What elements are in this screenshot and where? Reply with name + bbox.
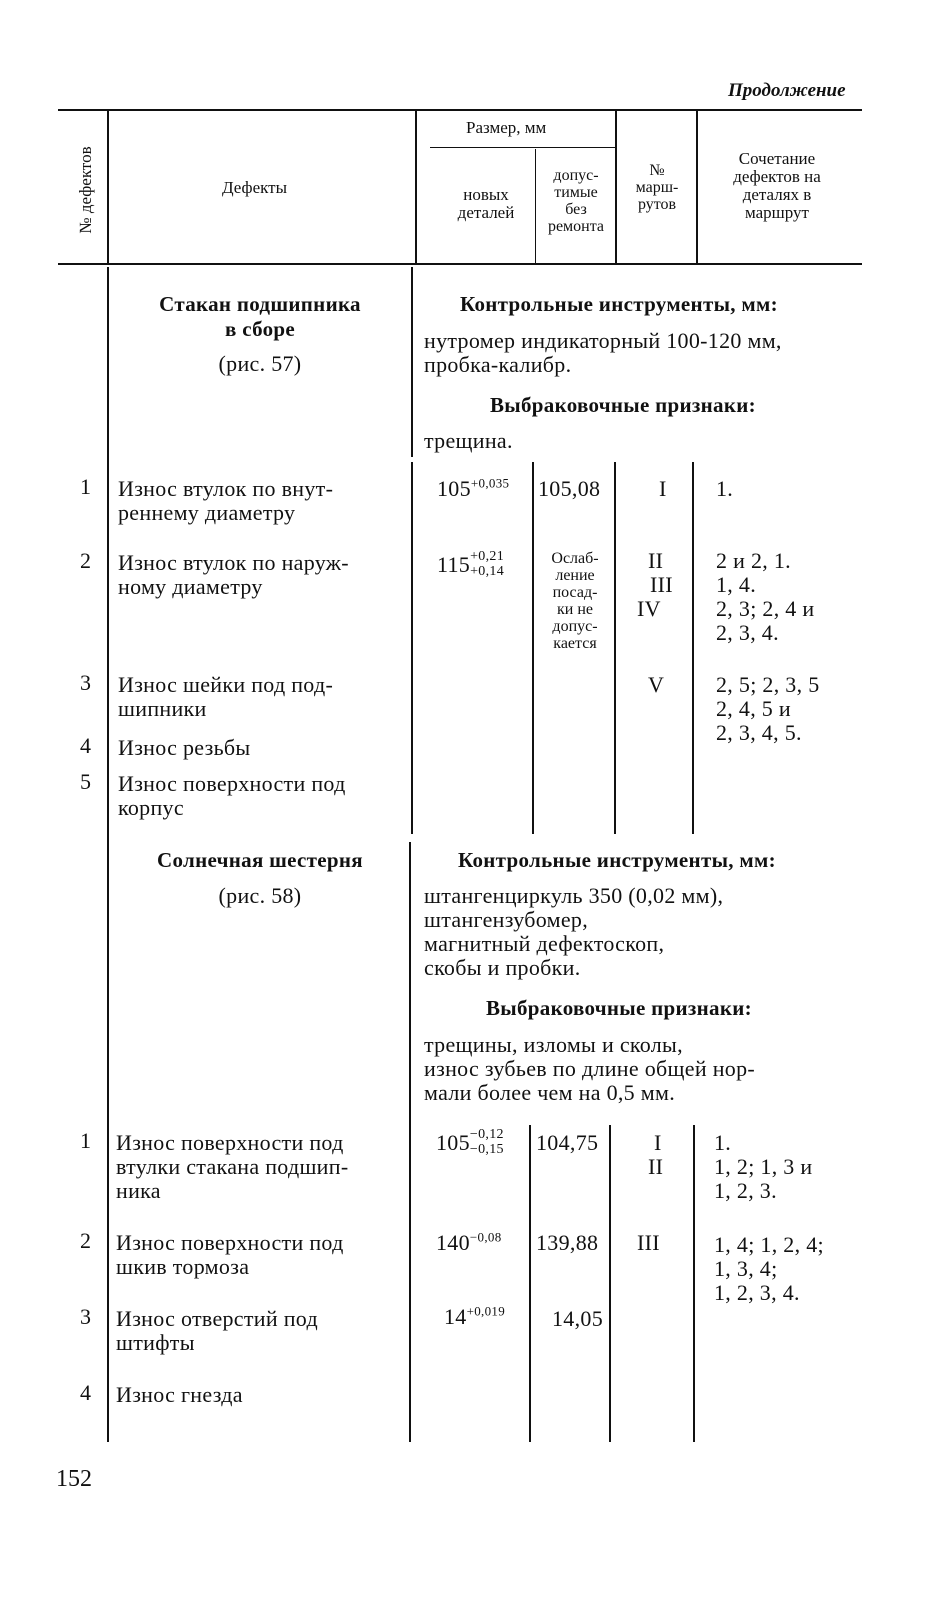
s1-row2-num: 2: [80, 548, 92, 573]
s2-row2-combo-l3: 1, 2, 3, 4.: [714, 1280, 800, 1305]
s1-row2-new-tol: [470, 549, 504, 579]
s1-row2-allowed-l3: посад-: [552, 584, 598, 601]
s2-row1-new: [436, 1127, 504, 1157]
s1-row3-defect-l1: Износ шейки под под-: [118, 672, 334, 697]
s1-row2-new-tol-low: +0,14: [470, 564, 504, 579]
s1-row3-route: V: [648, 672, 665, 697]
s2-row2-defect-l2: шкив тормоза: [116, 1254, 250, 1279]
body-divider-size-s2: [409, 842, 411, 1442]
s1-row1-defect-l2: реннему диаметру: [118, 500, 296, 525]
col-divider-1: [107, 111, 109, 263]
body-divider-combo-s1: [692, 462, 694, 834]
header-routes-l3: рутов: [637, 196, 677, 213]
s1-row2-combo-l4: 2, 3, 4.: [716, 620, 779, 645]
s1-row2-defect-l1: Износ втулок по наруж-: [118, 550, 349, 575]
s1-row5-defect-l2: корпус: [118, 795, 184, 820]
s1-row2-allowed-l4: ки не: [557, 601, 593, 618]
s2-row2-defect-l1: Износ поверхности под: [116, 1230, 344, 1255]
s2-row1-new-base: 105: [436, 1130, 470, 1155]
s1-row2-route-l3: IV: [637, 596, 661, 621]
s1-reject-title: Выбраковочные признаки:: [490, 393, 756, 417]
s2-control-l1: штангенциркуль 350 (0,02 мм),: [424, 883, 724, 908]
s1-title-l2: в сборе: [225, 317, 295, 341]
s2-row1-defect-l2: втулки стакана подшип-: [116, 1154, 349, 1179]
s2-control-l4: скобы и пробки.: [424, 955, 581, 980]
s2-row1-defect-l3: ника: [116, 1178, 161, 1203]
size-header-rule: [430, 147, 616, 148]
s2-row1-route-l1: I: [654, 1130, 662, 1155]
header-allowed: [537, 167, 615, 235]
s2-row1-combo-l2: 1, 2; 1, 3 и: [714, 1154, 813, 1179]
s1-row1-new: [437, 477, 509, 501]
s1-figure: (рис. 57): [218, 351, 302, 376]
header-bottom-rule: [58, 263, 862, 265]
s1-row2-combo-l2: 1, 4.: [716, 572, 756, 597]
s1-row2-route-l1: II: [648, 548, 664, 573]
header-num-defects: № дефектов: [76, 146, 95, 234]
s1-row1-new-base: 105: [437, 476, 471, 501]
s1-row3-num: 3: [80, 670, 92, 695]
col-divider-2: [415, 111, 417, 263]
body-divider-allowed-s2: [529, 1125, 531, 1442]
s1-row4-defect-l1: Износ резьбы: [118, 735, 251, 760]
s2-reject-l2: износ зубьев по длине общей нор-: [424, 1056, 755, 1081]
s1-row3-combo-l1: 2, 5; 2, 3, 5: [716, 672, 820, 697]
body-divider-allowed-s1: [532, 462, 534, 834]
s2-row3-new: [444, 1305, 505, 1329]
s1-row1-combo: 1.: [716, 476, 734, 501]
s2-row1-new-tol-low: −0,15: [469, 1142, 504, 1157]
s2-row1-new-tol-up: −0,12: [469, 1127, 504, 1142]
s2-control-title: Контрольные инструменты, мм:: [458, 848, 776, 872]
s1-row2-new: [437, 549, 504, 579]
s2-row1-num: 1: [80, 1128, 92, 1153]
s2-row3-defect-l1: Износ отверстий под: [116, 1306, 318, 1331]
body-divider-defects: [107, 267, 109, 1442]
s1-row2-combo-l3: 2, 3; 2, 4 и: [716, 596, 815, 621]
s2-row3-allowed: 14,05: [552, 1306, 603, 1331]
body-divider-combo-s2: [693, 1125, 695, 1442]
s1-row1-allowed: 105,08: [538, 476, 601, 501]
page-number: 152: [56, 1466, 92, 1492]
s1-row2-allowed-l6: кается: [553, 635, 597, 652]
s1-row2-new-tol-up: +0,21: [470, 549, 504, 564]
s2-row2-route: III: [637, 1230, 660, 1255]
s2-title-l1: Солнечная шестерня: [157, 848, 363, 872]
header-allowed-l3: без: [565, 201, 587, 218]
s2-row3-defect-l2: штифты: [116, 1330, 195, 1355]
s2-reject-l3: мали более чем на 0,5 мм.: [424, 1080, 676, 1105]
header-combination: Сочетание дефектов на деталях в маршрут: [733, 149, 821, 222]
s1-row2-route-l2: III: [650, 572, 673, 597]
s1-row3-defect-l2: шипники: [118, 696, 207, 721]
s1-row2-combo-l1: 2 и 2, 1.: [716, 548, 791, 573]
s1-row1-new-tol: +0,035: [470, 475, 510, 491]
header-allowed-l1: допус-: [553, 167, 599, 184]
continuation-label: Продолжение: [728, 80, 846, 101]
s2-control-l3: магнитный дефектоскоп,: [424, 931, 665, 956]
s2-row3-num: 3: [80, 1304, 92, 1329]
s1-title-l1: Стакан подшипника: [159, 292, 361, 316]
s1-control-title: Контрольные инструменты, мм:: [460, 292, 778, 316]
s2-row1-combo-l3: 1, 2, 3.: [714, 1178, 777, 1203]
s1-control-l2: пробка-калибр.: [424, 352, 572, 377]
header-size: Размер, мм: [466, 118, 547, 137]
s1-row2-allowed-l5: допус-: [552, 618, 598, 635]
s1-row3-combo-l2: 2, 4, 5 и: [716, 696, 791, 721]
body-divider-route-s2: [609, 1125, 611, 1442]
s1-row2-new-base: 115: [437, 552, 471, 577]
s2-reject-title: Выбраковочные признаки:: [486, 996, 752, 1020]
header-allowed-l4: ремонта: [547, 218, 605, 235]
body-divider-size-s1b: [411, 462, 413, 834]
s1-row4-num: 4: [80, 733, 92, 758]
body-divider-size-s1: [411, 267, 413, 457]
header-routes: [617, 162, 697, 213]
s1-row2-allowed-l1: Ослаб-: [551, 550, 599, 567]
s2-figure: (рис. 58): [218, 883, 302, 908]
s2-row2-combo-l2: 1, 3, 4;: [714, 1256, 778, 1281]
s1-row2-defect-l2: ному диаметру: [118, 574, 263, 599]
s1-control-l1: нутромер индикаторный 100-120 мм,: [424, 328, 782, 353]
col-divider-3: [535, 149, 536, 263]
s1-row5-num: 5: [80, 769, 92, 794]
s2-row1-combo-l1: 1.: [714, 1130, 732, 1155]
s2-row2-new-base: 140: [436, 1230, 470, 1255]
s2-row1-new-tol: [470, 1127, 504, 1157]
header-routes-l1: №: [649, 162, 665, 179]
header-routes-l2: марш-: [635, 179, 679, 196]
s1-row2-allowed: [537, 550, 613, 652]
s1-row3-combo-l3: 2, 3, 4, 5.: [716, 720, 802, 745]
body-divider-route-s1: [614, 462, 616, 834]
s2-row1-defect-l1: Износ поверхности под: [116, 1130, 344, 1155]
header-defects: Дефекты: [222, 178, 288, 197]
header-new-parts: новых деталей: [457, 185, 515, 222]
s2-row2-allowed: 139,88: [536, 1230, 599, 1255]
s2-row1-allowed: 104,75: [536, 1130, 599, 1155]
s1-row1-route: I: [659, 476, 667, 501]
s2-row1-route-l2: II: [648, 1154, 664, 1179]
s1-row1-defect-l1: Износ втулок по внут-: [118, 476, 334, 501]
s2-row3-new-tol: +0,019: [466, 1303, 505, 1319]
s2-control-l2: штангензубомер,: [424, 907, 589, 932]
s2-row3-new-base: 14: [444, 1304, 467, 1329]
s2-row2-num: 2: [80, 1228, 92, 1253]
s1-row2-allowed-l2: ление: [555, 567, 595, 584]
s2-row4-defect-l1: Износ гнезда: [116, 1382, 243, 1407]
s1-row5-defect-l1: Износ поверхности под: [118, 771, 346, 796]
s2-row2-new-tol: −0,08: [469, 1229, 502, 1245]
s1-row1-num: 1: [80, 474, 92, 499]
s2-row2-combo-l1: 1, 4; 1, 2, 4;: [714, 1232, 824, 1257]
s2-row4-num: 4: [80, 1380, 92, 1405]
s2-row2-new: [436, 1231, 502, 1255]
table-top-rule: [58, 109, 862, 111]
s2-reject-l1: трещины, изломы и сколы,: [424, 1032, 683, 1057]
s1-reject-l1: трещина.: [424, 428, 513, 453]
header-allowed-l2: тимые: [554, 184, 598, 201]
